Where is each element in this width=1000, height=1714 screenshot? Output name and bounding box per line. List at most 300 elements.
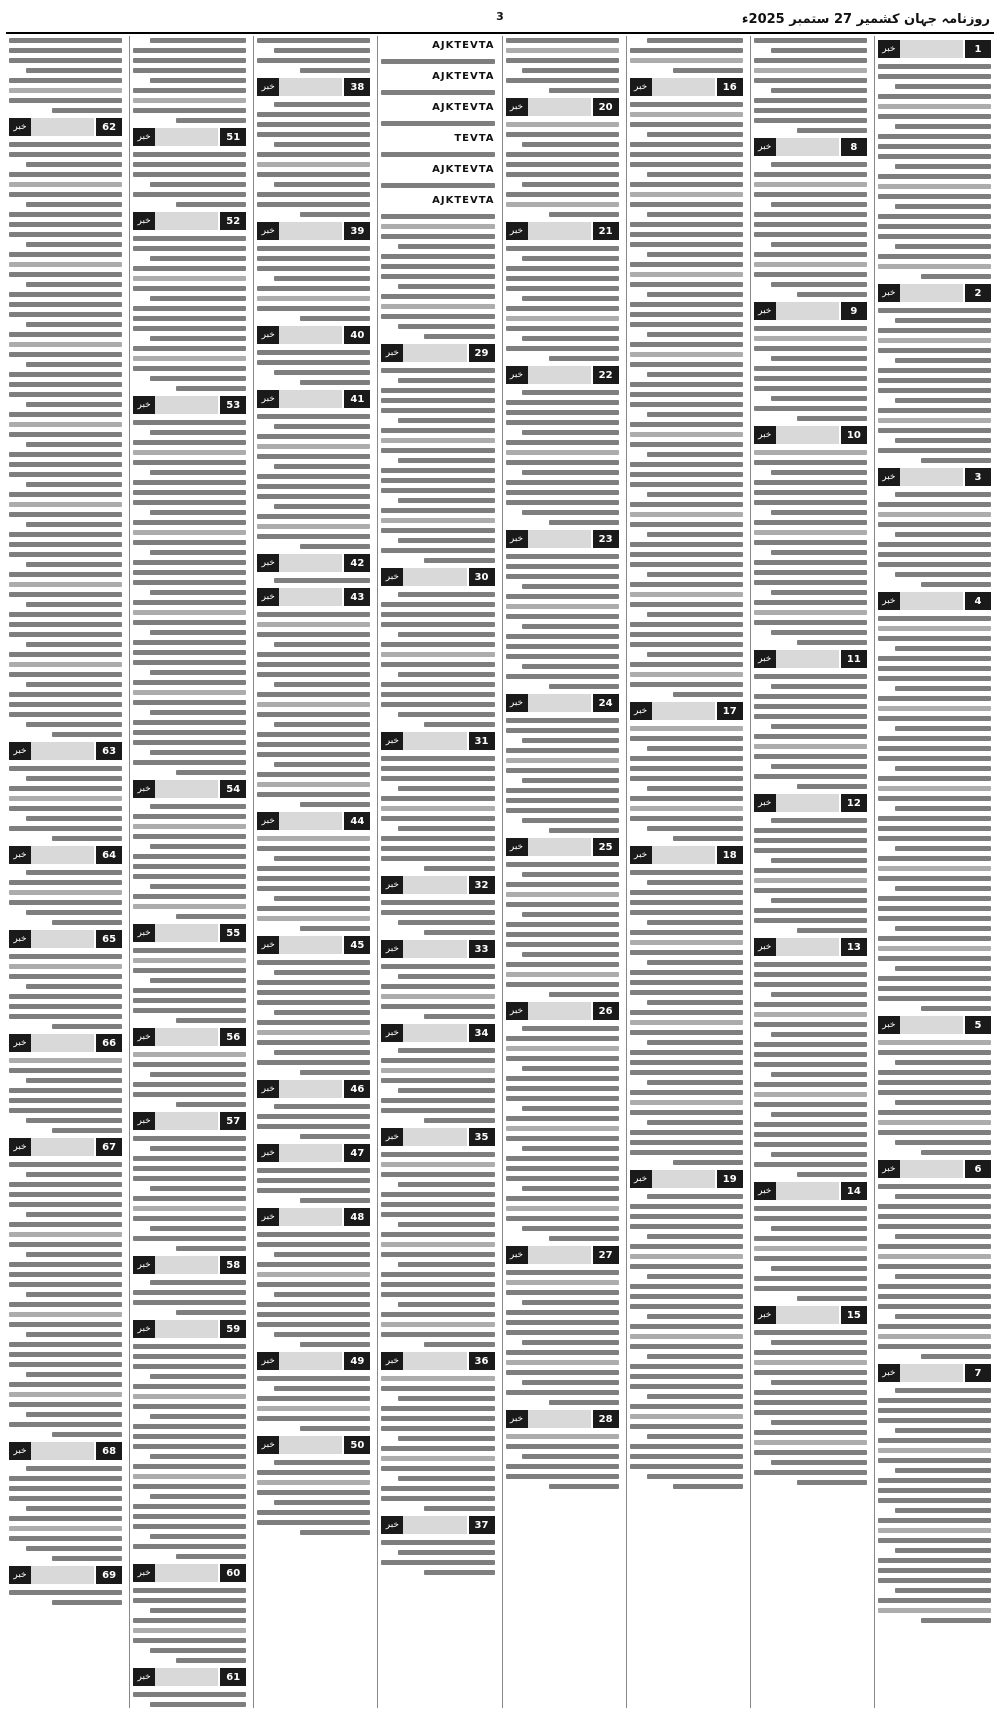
brief-number: 8 xyxy=(841,138,867,156)
text-line xyxy=(274,102,370,107)
brief-body xyxy=(630,100,743,697)
brief-heading-bar xyxy=(528,98,591,116)
text-line xyxy=(381,59,494,64)
text-line xyxy=(506,942,619,947)
brief-body xyxy=(133,418,246,775)
text-line xyxy=(274,1010,370,1015)
text-line xyxy=(921,1354,991,1359)
text-line xyxy=(424,558,494,563)
brief-number: 66 xyxy=(96,1034,122,1052)
text-line xyxy=(26,562,122,567)
brief-body xyxy=(9,36,122,113)
text-line xyxy=(754,108,867,113)
text-line xyxy=(878,1518,991,1523)
text-line xyxy=(895,1194,991,1199)
brief-label: خبر xyxy=(257,222,279,240)
text-line xyxy=(133,1524,246,1529)
text-line xyxy=(133,316,246,321)
brief-heading xyxy=(257,221,370,241)
brief-heading-bar xyxy=(652,702,715,720)
text-line xyxy=(921,458,991,463)
text-line xyxy=(9,1362,122,1367)
text-line xyxy=(381,254,494,259)
text-line xyxy=(26,1372,122,1377)
brief-heading-bar xyxy=(279,936,342,954)
text-line xyxy=(9,806,122,811)
text-line xyxy=(878,656,991,661)
text-line xyxy=(630,930,743,935)
brief-heading xyxy=(878,1363,991,1383)
text-line xyxy=(150,550,246,555)
text-line xyxy=(133,246,246,251)
text-line xyxy=(381,408,494,413)
text-line xyxy=(630,112,743,117)
text-line xyxy=(771,1460,867,1465)
text-line xyxy=(133,236,246,241)
text-line xyxy=(878,114,991,119)
text-line xyxy=(630,48,743,53)
text-line xyxy=(274,682,370,687)
text-line xyxy=(9,994,122,999)
text-line xyxy=(771,1072,867,1077)
text-line xyxy=(381,468,494,473)
brief-body xyxy=(133,1586,246,1663)
text-line xyxy=(274,1386,370,1391)
text-line xyxy=(9,1014,122,1019)
text-line xyxy=(257,792,370,797)
text-line xyxy=(895,726,991,731)
news-brief xyxy=(257,221,370,321)
text-line xyxy=(257,886,370,891)
text-line xyxy=(549,356,619,361)
brief-label: خبر xyxy=(257,936,279,954)
text-line xyxy=(381,548,494,553)
text-line xyxy=(300,1134,370,1139)
text-line xyxy=(522,336,618,341)
news-brief xyxy=(133,127,246,207)
text-line xyxy=(133,450,246,455)
text-line xyxy=(257,1282,370,1287)
text-line xyxy=(771,992,867,997)
brief-body xyxy=(630,724,743,841)
text-line xyxy=(797,784,867,789)
brief-number: 40 xyxy=(344,326,370,344)
text-line xyxy=(878,616,991,621)
brief-number: 52 xyxy=(220,212,246,230)
text-line xyxy=(133,1196,246,1201)
text-line xyxy=(381,1456,494,1461)
text-line xyxy=(26,1546,122,1551)
text-line xyxy=(398,1222,494,1227)
text-line xyxy=(647,38,743,43)
text-line xyxy=(9,1486,122,1491)
text-line xyxy=(754,1092,867,1097)
text-line xyxy=(133,276,246,281)
text-line xyxy=(381,1232,494,1237)
text-line xyxy=(133,420,246,425)
text-line xyxy=(878,1598,991,1603)
text-line xyxy=(506,1116,619,1121)
text-line xyxy=(26,1412,122,1417)
text-line xyxy=(257,296,370,301)
brief-body xyxy=(257,1102,370,1139)
text-line xyxy=(878,448,991,453)
text-line xyxy=(878,1264,991,1269)
text-line xyxy=(9,890,122,895)
text-line xyxy=(398,632,494,637)
brief-body xyxy=(506,120,619,217)
text-line xyxy=(522,952,618,957)
news-brief xyxy=(506,97,619,217)
brief-number: 34 xyxy=(469,1024,495,1042)
text-line xyxy=(506,808,619,813)
brief-heading xyxy=(133,779,246,799)
text-line xyxy=(257,112,370,117)
text-line xyxy=(754,78,867,83)
text-line xyxy=(771,630,867,635)
brief-heading-bar xyxy=(776,794,839,812)
text-line xyxy=(133,700,246,705)
text-line xyxy=(630,362,743,367)
text-line xyxy=(630,736,743,741)
text-line xyxy=(9,192,122,197)
text-line xyxy=(506,1136,619,1141)
text-line xyxy=(754,490,867,495)
text-line xyxy=(257,876,370,881)
text-line xyxy=(506,1310,619,1315)
brief-number: 7 xyxy=(965,1364,991,1382)
text-line xyxy=(630,462,743,467)
brief-heading xyxy=(381,343,494,363)
text-line xyxy=(150,1648,246,1653)
text-line xyxy=(381,612,494,617)
text-line xyxy=(381,428,494,433)
text-line xyxy=(506,768,619,773)
brief-label: خبر xyxy=(257,1144,279,1162)
text-line xyxy=(257,444,370,449)
news-brief xyxy=(630,1169,743,1489)
brief-label: خبر xyxy=(133,1668,155,1686)
text-line xyxy=(754,1002,867,1007)
text-line xyxy=(257,192,370,197)
text-line xyxy=(274,762,370,767)
brief-heading-bar xyxy=(900,468,963,486)
text-line xyxy=(630,672,743,677)
text-line xyxy=(506,1390,619,1395)
text-line xyxy=(506,316,619,321)
text-line xyxy=(133,1092,246,1097)
brief-heading xyxy=(381,1515,494,1535)
text-line xyxy=(895,492,991,497)
text-line xyxy=(895,84,991,89)
text-line xyxy=(9,1088,122,1093)
brief-label: خبر xyxy=(630,78,652,96)
text-line xyxy=(754,972,867,977)
brief-body xyxy=(381,898,494,935)
text-line xyxy=(257,702,370,707)
brief-heading xyxy=(257,811,370,831)
brief-heading xyxy=(506,1409,619,1429)
text-line xyxy=(9,1302,122,1307)
text-line xyxy=(381,1068,494,1073)
text-line xyxy=(150,710,246,715)
brief-body xyxy=(9,952,122,1029)
text-line xyxy=(133,1514,246,1519)
text-line xyxy=(133,1638,246,1643)
brief-heading-bar xyxy=(279,1144,342,1162)
text-line xyxy=(630,682,743,687)
text-line xyxy=(150,1226,246,1231)
brief-heading xyxy=(754,937,867,957)
text-line xyxy=(257,836,370,841)
text-line xyxy=(257,846,370,851)
text-line xyxy=(878,796,991,801)
text-line xyxy=(630,1030,743,1035)
text-line xyxy=(424,1014,494,1019)
text-line xyxy=(630,232,743,237)
text-line xyxy=(522,430,618,435)
text-line xyxy=(381,1058,494,1063)
text-line xyxy=(771,396,867,401)
brief-body xyxy=(133,36,246,123)
text-line xyxy=(257,494,370,499)
text-line xyxy=(9,1392,122,1397)
text-line xyxy=(647,132,743,137)
text-line xyxy=(506,122,619,127)
text-line xyxy=(257,916,370,921)
text-line xyxy=(878,986,991,991)
brief-label: خبر xyxy=(506,1410,528,1428)
text-line xyxy=(52,1432,122,1437)
text-line xyxy=(257,906,370,911)
brief-heading-bar xyxy=(155,780,218,798)
text-line xyxy=(506,614,619,619)
text-line xyxy=(506,674,619,679)
text-line xyxy=(506,922,619,927)
brief-heading xyxy=(878,1159,991,1179)
text-line xyxy=(381,776,494,781)
news-brief xyxy=(133,1319,246,1559)
text-line xyxy=(754,262,867,267)
text-line xyxy=(771,898,867,903)
brief-number: 2 xyxy=(965,284,991,302)
text-line xyxy=(398,458,494,463)
text-line xyxy=(398,672,494,677)
brief-heading-bar xyxy=(31,930,94,948)
text-line xyxy=(9,796,122,801)
text-line xyxy=(9,262,122,267)
text-line xyxy=(921,582,991,587)
text-line xyxy=(771,1226,867,1231)
brief-label: خبر xyxy=(133,780,155,798)
text-line xyxy=(895,1100,991,1105)
brief-number: 35 xyxy=(469,1128,495,1146)
brief-heading xyxy=(257,1143,370,1163)
text-line xyxy=(754,336,867,341)
text-line xyxy=(506,266,619,271)
brief-number: 46 xyxy=(344,1080,370,1098)
text-line xyxy=(522,738,618,743)
brief-label: خبر xyxy=(381,940,403,958)
text-line xyxy=(506,246,619,251)
text-line xyxy=(176,914,246,919)
text-line xyxy=(300,802,370,807)
text-line xyxy=(381,294,494,299)
text-line xyxy=(878,174,991,179)
text-line xyxy=(133,824,246,829)
text-line xyxy=(630,1224,743,1229)
text-line xyxy=(878,936,991,941)
text-line xyxy=(381,368,494,373)
text-line xyxy=(647,452,743,457)
brief-body xyxy=(257,244,370,321)
text-line xyxy=(506,1320,619,1325)
text-line xyxy=(630,602,743,607)
text-line xyxy=(257,1040,370,1045)
text-line xyxy=(133,1290,246,1295)
brief-number: 27 xyxy=(593,1246,619,1264)
text-line xyxy=(257,524,370,529)
text-line xyxy=(630,632,743,637)
text-line xyxy=(771,1032,867,1037)
text-line xyxy=(9,1590,122,1595)
news-brief xyxy=(878,283,991,463)
text-line xyxy=(506,500,619,505)
text-line xyxy=(630,1060,743,1065)
text-line xyxy=(150,470,246,475)
news-brief xyxy=(257,1143,370,1203)
text-line xyxy=(9,372,122,377)
text-line xyxy=(506,882,619,887)
brief-number: 57 xyxy=(220,1112,246,1130)
text-line xyxy=(398,378,494,383)
text-line xyxy=(797,292,867,297)
text-line xyxy=(274,504,370,509)
text-line xyxy=(9,954,122,959)
brief-body xyxy=(878,1038,991,1155)
text-line xyxy=(506,574,619,579)
text-line xyxy=(630,1254,743,1259)
brief-label: خبر xyxy=(630,846,652,864)
text-line xyxy=(647,1194,743,1199)
text-line xyxy=(381,602,494,607)
text-line xyxy=(381,264,494,269)
text-line xyxy=(630,1020,743,1025)
text-line xyxy=(26,242,122,247)
text-line xyxy=(133,48,246,53)
brief-heading xyxy=(381,1127,494,1147)
brief-number: 5 xyxy=(965,1016,991,1034)
text-line xyxy=(754,58,867,63)
text-line xyxy=(878,1070,991,1075)
brief-heading xyxy=(133,923,246,943)
text-line xyxy=(754,878,867,883)
text-line xyxy=(381,1202,494,1207)
brief-label: خبر xyxy=(257,554,279,572)
page-number: 3 xyxy=(496,10,504,23)
brief-body xyxy=(878,1182,991,1359)
text-line xyxy=(9,1242,122,1247)
text-line xyxy=(381,900,494,905)
brief-number: 37 xyxy=(469,1516,495,1534)
text-line xyxy=(381,1466,494,1471)
text-line xyxy=(26,682,122,687)
brief-label: خبر xyxy=(257,78,279,96)
text-line xyxy=(522,1186,618,1191)
news-brief xyxy=(133,36,246,123)
text-line xyxy=(381,1242,494,1247)
brief-body xyxy=(878,490,991,587)
text-line xyxy=(754,1162,867,1167)
brief-heading xyxy=(630,77,743,97)
text-line xyxy=(300,316,370,321)
text-line xyxy=(771,356,867,361)
text-line xyxy=(895,1388,991,1393)
text-line xyxy=(771,1340,867,1345)
text-line xyxy=(878,1120,991,1125)
text-line xyxy=(9,964,122,969)
text-line xyxy=(381,1386,494,1391)
text-line xyxy=(9,342,122,347)
brief-heading xyxy=(257,325,370,345)
text-line xyxy=(133,1444,246,1449)
text-line xyxy=(133,1464,246,1469)
text-line xyxy=(133,98,246,103)
brief-heading-bar xyxy=(652,78,715,96)
text-line xyxy=(9,542,122,547)
brief-label: خبر xyxy=(754,938,776,956)
text-line xyxy=(630,152,743,157)
text-line xyxy=(878,1568,991,1573)
brief-body xyxy=(9,1464,122,1561)
brief-number: 21 xyxy=(593,222,619,240)
brief-heading-bar xyxy=(155,1256,218,1274)
brief-body xyxy=(257,100,370,217)
text-line xyxy=(257,742,370,747)
text-line xyxy=(630,1444,743,1449)
text-line xyxy=(647,1314,743,1319)
text-line xyxy=(878,1478,991,1483)
brief-heading xyxy=(257,1351,370,1371)
news-brief xyxy=(257,553,370,583)
text-line xyxy=(754,1330,867,1335)
text-line xyxy=(150,1608,246,1613)
brief-heading xyxy=(257,553,370,573)
text-line xyxy=(630,272,743,277)
text-line xyxy=(257,1000,370,1005)
brief-body xyxy=(257,576,370,583)
text-line xyxy=(506,1370,619,1375)
text-line xyxy=(522,390,618,395)
text-line xyxy=(133,680,246,685)
text-line xyxy=(630,870,743,875)
news-brief xyxy=(506,1001,619,1241)
brief-heading-bar xyxy=(403,1024,466,1042)
news-brief xyxy=(878,1015,991,1155)
text-line xyxy=(630,940,743,945)
text-line xyxy=(150,1454,246,1459)
text-line xyxy=(9,1516,122,1521)
text-line xyxy=(797,640,867,645)
text-line xyxy=(878,1608,991,1613)
text-line xyxy=(895,164,991,169)
text-line xyxy=(878,976,991,981)
news-brief xyxy=(630,701,743,841)
text-line xyxy=(754,118,867,123)
text-line xyxy=(300,1426,370,1431)
text-line xyxy=(754,192,867,197)
text-line xyxy=(878,328,991,333)
